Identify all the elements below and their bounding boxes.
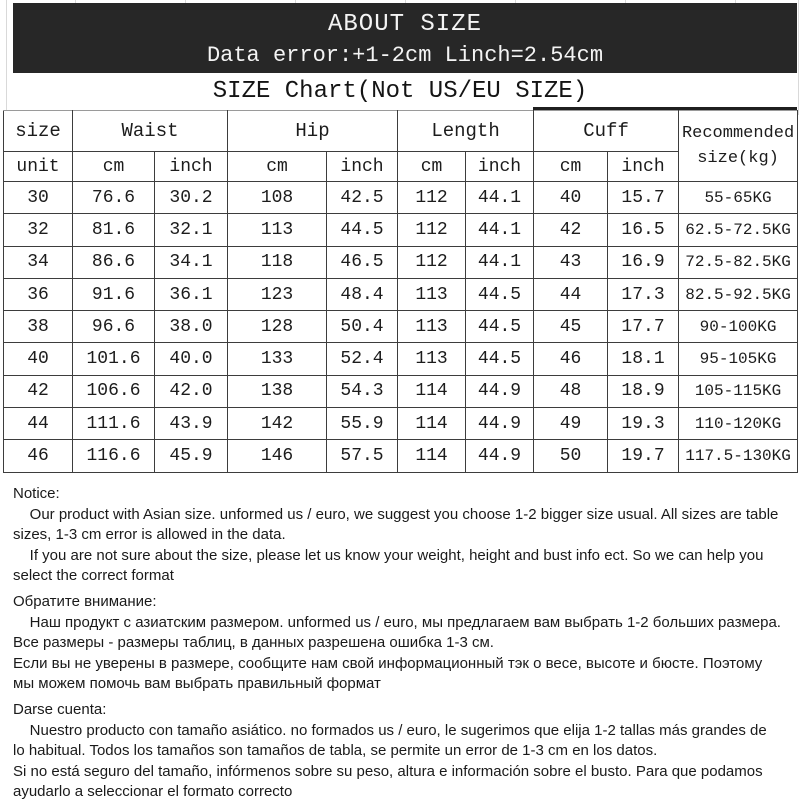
table-cell: 16.9 (608, 246, 679, 278)
table-cell: 49 (534, 408, 608, 440)
table-cell: 44.1 (466, 214, 534, 246)
notice-line: ayudarlo a seleccionar el formato correcto (13, 783, 293, 800)
table-cell: 82.5-92.5KG (679, 278, 798, 310)
table-cell: 90-100KG (679, 311, 798, 343)
table-row (4, 440, 798, 472)
table-cell: 16.5 (608, 214, 679, 246)
table-cell: 54.3 (327, 375, 398, 407)
table-cell: 114 (398, 408, 466, 440)
table-cell: 18.9 (608, 375, 679, 407)
table-cell: 40 (534, 182, 608, 214)
table-cell: 110-120KG (679, 408, 798, 440)
unit-cell-cuff-inch: inch (608, 152, 679, 182)
table-cell: 43 (534, 246, 608, 278)
table-cell: 52.4 (327, 343, 398, 375)
unit-cell-hip-inch: inch (327, 152, 398, 182)
size-table (3, 110, 798, 473)
table-cell: 36.1 (155, 278, 228, 310)
col-header-recommended (679, 111, 798, 182)
table-cell: 46 (4, 440, 73, 472)
banner-subtitle: Data error:+1-2cm Linch=2.54cm (206, 43, 604, 68)
table-cell: 81.6 (73, 214, 155, 246)
table-cell: 40 (4, 343, 73, 375)
table-cell: 96.6 (73, 311, 155, 343)
table-cell: 112 (398, 246, 466, 278)
table-cell: 44.9 (466, 408, 534, 440)
table-cell: 42.5 (327, 182, 398, 214)
size-chart-title: SIZE Chart(Not US/EU SIZE) (212, 78, 588, 105)
table-cell: 114 (398, 375, 466, 407)
table-cell: 38.0 (155, 311, 228, 343)
table-cell: 30 (4, 182, 73, 214)
table-cell: 34.1 (155, 246, 228, 278)
table-cell: 44 (534, 278, 608, 310)
notice-block-russian (13, 592, 799, 695)
notice-line: Our product with Asian size. unformed us / euro, we suggest you choose 1-2 bigger size usual. All sizes are table (13, 505, 779, 523)
notice-line: sizes, 1-3 cm error is allowed in the data. (13, 526, 286, 544)
table-cell: 15.7 (608, 182, 679, 214)
table-row (4, 311, 798, 343)
table-cell: 50 (534, 440, 608, 472)
unit-cell-waist-cm: cm (73, 152, 155, 182)
table-cell: 128 (228, 311, 327, 343)
table-cell: 123 (228, 278, 327, 310)
table-cell: 112 (398, 214, 466, 246)
notice-title: Darse cuenta: (13, 700, 107, 718)
table-row (4, 182, 798, 214)
table-cell: 42 (534, 214, 608, 246)
table-top-raised-border (533, 107, 797, 110)
unit-cell-cuff-cm: cm (534, 152, 608, 182)
table-cell: 19.3 (608, 408, 679, 440)
col-header-length: Length (398, 111, 534, 152)
notice-title: Обратите внимание: (13, 592, 157, 610)
table-cell: 46.5 (327, 246, 398, 278)
table-cell: 42 (4, 375, 73, 407)
table-cell: 105-115KG (679, 375, 798, 407)
notice-line: мы можем помочь вам выбрать правильный формат (13, 675, 381, 693)
table-cell: 40.0 (155, 343, 228, 375)
col-header-size: size (4, 111, 73, 152)
col-header-waist: Waist (73, 111, 228, 152)
table-row (4, 343, 798, 375)
notice-line: Если вы не уверены в размере, сообщите нам свой информационный тэк о весе, высоте и бюсте. Поэтому (13, 654, 763, 672)
table-cell: 112 (398, 182, 466, 214)
table-cell: 44.5 (466, 278, 534, 310)
table-cell: 44.9 (466, 440, 534, 472)
table-unit-row (4, 152, 798, 182)
notice-line: Nuestro producto con tamaño asiático. no formados us / euro, le sugerimos que elija 1-2 tallas más grandes de (13, 721, 767, 739)
table-cell: 38 (4, 311, 73, 343)
table-cell: 17.7 (608, 311, 679, 343)
table-cell: 18.1 (608, 343, 679, 375)
table-cell: 146 (228, 440, 327, 472)
table-cell: 76.6 (73, 182, 155, 214)
unit-cell-length-cm: cm (398, 152, 466, 182)
table-cell: 86.6 (73, 246, 155, 278)
size-table-body (4, 182, 798, 473)
table-cell: 44.5 (466, 311, 534, 343)
table-cell: 62.5-72.5KG (679, 214, 798, 246)
table-cell: 36 (4, 278, 73, 310)
unit-cell-waist-inch: inch (155, 152, 228, 182)
table-row (4, 214, 798, 246)
recommended-line1: Recommended (681, 124, 795, 143)
table-cell: 44.5 (466, 343, 534, 375)
table-cell: 113 (398, 278, 466, 310)
table-cell: 44 (4, 408, 73, 440)
table-cell: 117.5-130KG (679, 440, 798, 472)
table-row (4, 278, 798, 310)
table-cell: 114 (398, 440, 466, 472)
table-row (4, 375, 798, 407)
table-cell: 118 (228, 246, 327, 278)
table-cell: 55.9 (327, 408, 398, 440)
table-cell: 113 (398, 343, 466, 375)
table-cell: 113 (398, 311, 466, 343)
col-header-hip: Hip (228, 111, 398, 152)
table-cell: 111.6 (73, 408, 155, 440)
notice-line: Все размеры - размеры таблиц, в данных разрешена ошибка 1-3 см. (13, 634, 494, 652)
table-cell: 42.0 (155, 375, 228, 407)
table-cell: 45.9 (155, 440, 228, 472)
table-cell: 44.5 (327, 214, 398, 246)
table-cell: 44.9 (466, 375, 534, 407)
table-cell: 116.6 (73, 440, 155, 472)
notice-block-english (13, 484, 799, 587)
unit-cell-hip-cm: cm (228, 152, 327, 182)
table-cell: 34 (4, 246, 73, 278)
table-cell: 106.6 (73, 375, 155, 407)
table-cell: 19.7 (608, 440, 679, 472)
banner-title: ABOUT SIZE (327, 11, 483, 38)
table-cell: 72.5-82.5KG (679, 246, 798, 278)
table-cell: 101.6 (73, 343, 155, 375)
notice-line: select the correct format (13, 567, 174, 585)
notice-line: lo habitual. Todos los tamaños son tamaños de tabla, se permite un error de 1-3 cm en los datos. (13, 742, 658, 760)
table-cell: 91.6 (73, 278, 155, 310)
notice-block-spanish (13, 700, 799, 800)
table-cell: 32.1 (155, 214, 228, 246)
table-cell: 95-105KG (679, 343, 798, 375)
table-cell: 45 (534, 311, 608, 343)
recommended-line2: size(kg) (697, 149, 779, 168)
table-cell: 138 (228, 375, 327, 407)
notice-title: Notice: (13, 485, 60, 502)
col-header-cuff: Cuff (534, 111, 679, 152)
table-cell: 108 (228, 182, 327, 214)
table-cell: 32 (4, 214, 73, 246)
notice-section (13, 484, 799, 800)
about-size-banner (13, 3, 797, 73)
table-cell: 57.5 (327, 440, 398, 472)
unit-label-cell: unit (4, 152, 73, 182)
table-cell: 48.4 (327, 278, 398, 310)
table-row (4, 408, 798, 440)
table-cell: 43.9 (155, 408, 228, 440)
table-cell: 113 (228, 214, 327, 246)
table-cell: 142 (228, 408, 327, 440)
table-cell: 44.1 (466, 246, 534, 278)
table-cell: 50.4 (327, 311, 398, 343)
table-cell: 17.3 (608, 278, 679, 310)
table-header-row (4, 111, 798, 152)
table-cell: 48 (534, 375, 608, 407)
table-cell: 46 (534, 343, 608, 375)
table-cell: 133 (228, 343, 327, 375)
notice-line: If you are not sure about the size, please let us know your weight, height and bust info ect. So we can help you (13, 546, 764, 564)
table-row (4, 246, 798, 278)
table-cell: 30.2 (155, 182, 228, 214)
unit-cell-length-inch: inch (466, 152, 534, 182)
table-cell: 44.1 (466, 182, 534, 214)
table-cell: 55-65KG (679, 182, 798, 214)
notice-line: Наш продукт с азиатским размером. unformed us / euro, мы предлагаем вам выбрать 1-2 больших размера. (13, 613, 781, 631)
notice-line: Si no está seguro del tamaño, infórmenos sobre su peso, altura e información sobre el busto. Para que podamos (13, 762, 763, 780)
